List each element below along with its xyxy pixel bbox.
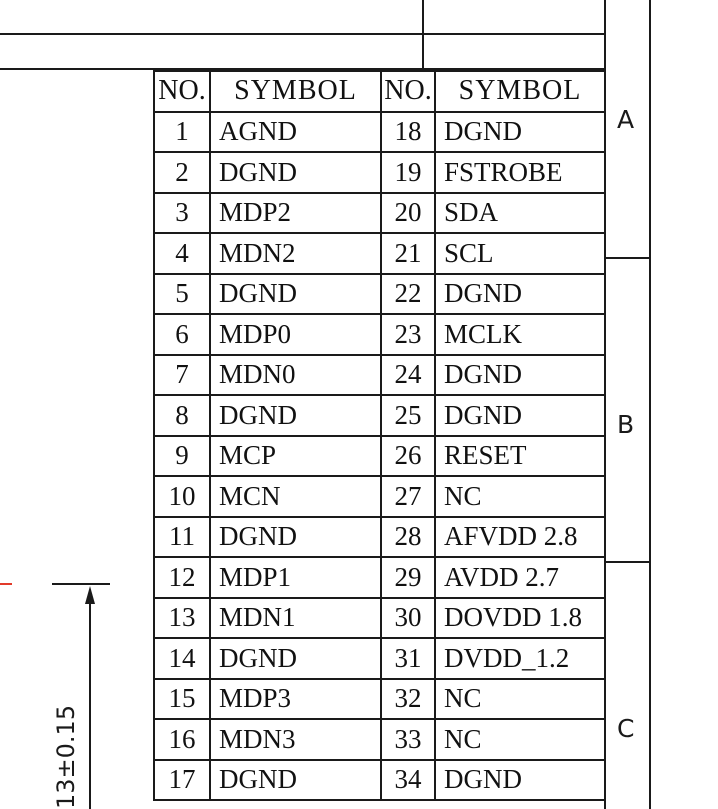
pin-symbol: MCP <box>210 436 381 477</box>
red-marker <box>0 583 12 585</box>
pin-symbol: SCL <box>435 233 605 274</box>
pin-symbol: DGND <box>210 152 381 193</box>
pin-symbol: NC <box>435 679 605 720</box>
pin-symbol: DGND <box>435 395 605 436</box>
pin-number: 5 <box>154 274 210 315</box>
pin-number: 25 <box>381 395 435 436</box>
table-row <box>154 679 605 720</box>
pin-table-body <box>154 112 605 801</box>
pin-number: 22 <box>381 274 435 315</box>
pin-number: 1 <box>154 112 210 153</box>
pin-symbol: NC <box>435 719 605 760</box>
pin-symbol: DGND <box>435 274 605 315</box>
pin-number: 24 <box>381 355 435 396</box>
pin-number: 32 <box>381 679 435 720</box>
pin-number: 12 <box>154 557 210 598</box>
pin-symbol: DGND <box>210 395 381 436</box>
pin-number: 34 <box>381 760 435 801</box>
zone-label-c: C <box>617 714 635 743</box>
pin-symbol: MCN <box>210 476 381 517</box>
pin-number: 33 <box>381 719 435 760</box>
table-row <box>154 557 605 598</box>
pin-number: 17 <box>154 760 210 801</box>
table-row <box>154 314 605 355</box>
pin-symbol: MDP0 <box>210 314 381 355</box>
table-row <box>154 274 605 315</box>
pin-symbol: MDP1 <box>210 557 381 598</box>
pin-symbol: DGND <box>435 760 605 801</box>
zone-divider-ab <box>604 257 651 259</box>
pin-number: 16 <box>154 719 210 760</box>
zone-divider-bc <box>604 561 651 563</box>
table-row <box>154 112 605 153</box>
pin-symbol: DGND <box>435 355 605 396</box>
pin-number: 4 <box>154 233 210 274</box>
header-no: NO. <box>154 71 210 112</box>
pin-symbol: MDP3 <box>210 679 381 720</box>
pin-number: 14 <box>154 638 210 679</box>
table-row <box>154 760 605 801</box>
table-header-row <box>154 71 605 112</box>
table-row <box>154 436 605 477</box>
table-row <box>154 476 605 517</box>
pin-symbol: DGND <box>210 638 381 679</box>
pin-number: 8 <box>154 395 210 436</box>
pin-number: 7 <box>154 355 210 396</box>
table-row <box>154 355 605 396</box>
dimension-label: 13±0.15 <box>52 704 80 809</box>
table-row <box>154 598 605 639</box>
top-line <box>0 33 606 35</box>
pin-symbol: DGND <box>210 274 381 315</box>
table-row <box>154 233 605 274</box>
header-no: NO. <box>381 71 435 112</box>
pin-symbol: AGND <box>210 112 381 153</box>
pin-number: 29 <box>381 557 435 598</box>
pin-symbol: FSTROBE <box>435 152 605 193</box>
pin-number: 31 <box>381 638 435 679</box>
zone-label-a: A <box>617 105 635 134</box>
pin-number: 26 <box>381 436 435 477</box>
pin-symbol: DVDD_1.2 <box>435 638 605 679</box>
pin-number: 19 <box>381 152 435 193</box>
pin-number: 3 <box>154 193 210 234</box>
table-row <box>154 152 605 193</box>
pin-symbol: AVDD 2.7 <box>435 557 605 598</box>
pin-symbol: NC <box>435 476 605 517</box>
pin-number: 6 <box>154 314 210 355</box>
pin-number: 11 <box>154 517 210 558</box>
frame-outer-border <box>649 0 651 809</box>
pin-symbol: MDN3 <box>210 719 381 760</box>
header-symbol: SYMBOL <box>435 71 605 112</box>
pin-symbol: MDN2 <box>210 233 381 274</box>
pin-symbol: MDN1 <box>210 598 381 639</box>
pin-symbol: DOVDD 1.8 <box>435 598 605 639</box>
pin-number: 13 <box>154 598 210 639</box>
pin-symbol: DGND <box>435 112 605 153</box>
pin-number: 21 <box>381 233 435 274</box>
pin-number: 10 <box>154 476 210 517</box>
dimension-extension-line <box>52 583 110 585</box>
pin-symbol: DGND <box>210 517 381 558</box>
pin-table <box>153 70 606 801</box>
table-row <box>154 517 605 558</box>
pin-symbol: SDA <box>435 193 605 234</box>
pin-symbol: MCLK <box>435 314 605 355</box>
pin-symbol: AFVDD 2.8 <box>435 517 605 558</box>
pin-number: 28 <box>381 517 435 558</box>
pin-number: 2 <box>154 152 210 193</box>
header-symbol: SYMBOL <box>210 71 381 112</box>
title-block-divider <box>422 0 424 70</box>
pin-number: 27 <box>381 476 435 517</box>
dimension-line <box>89 600 91 809</box>
pin-number: 9 <box>154 436 210 477</box>
pin-number: 15 <box>154 679 210 720</box>
table-row <box>154 638 605 679</box>
pin-number: 18 <box>381 112 435 153</box>
pin-symbol: MDP2 <box>210 193 381 234</box>
table-row <box>154 193 605 234</box>
dimension-arrow-icon <box>85 586 95 604</box>
pin-symbol: RESET <box>435 436 605 477</box>
table-row <box>154 395 605 436</box>
pin-symbol: DGND <box>210 760 381 801</box>
zone-label-b: B <box>617 410 635 439</box>
pin-number: 23 <box>381 314 435 355</box>
pin-symbol: MDN0 <box>210 355 381 396</box>
pin-number: 30 <box>381 598 435 639</box>
table-row <box>154 719 605 760</box>
pin-number: 20 <box>381 193 435 234</box>
